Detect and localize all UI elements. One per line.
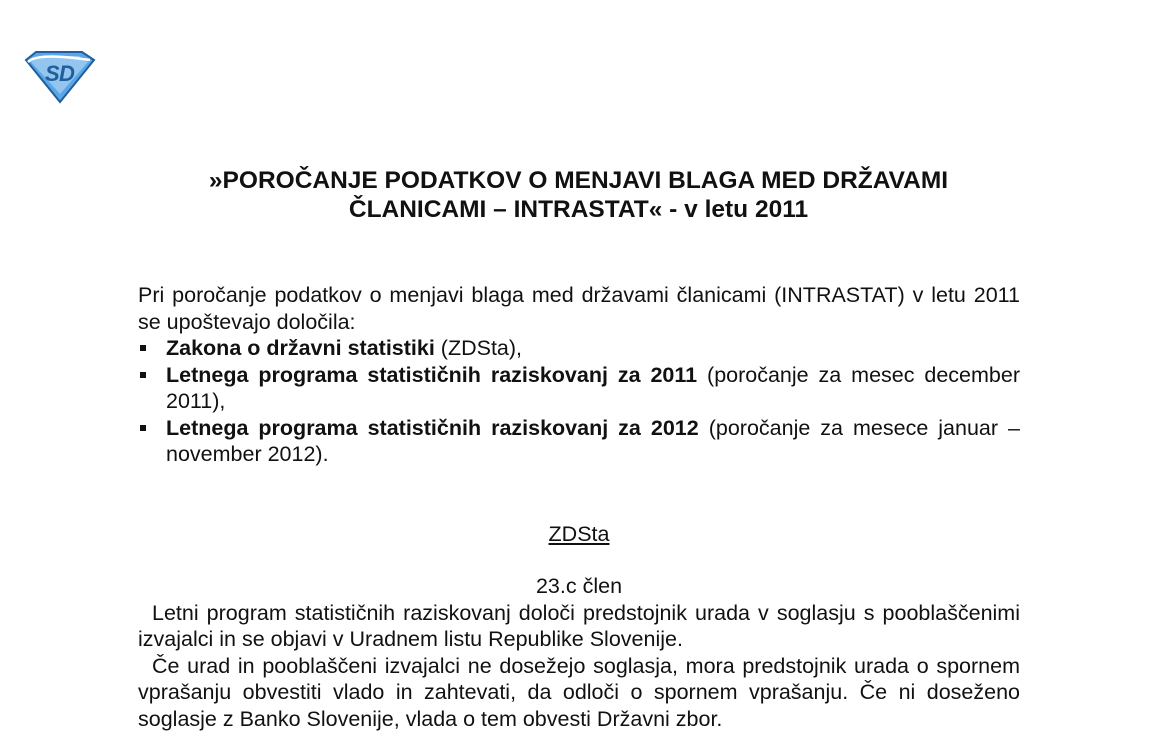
sd-shield-logo <box>22 50 96 104</box>
list-item <box>138 335 1020 362</box>
list-item-bold: Letnega programa statističnih raziskovanj za 2012 <box>166 415 699 440</box>
list-item-text: (poročanje za mesece januar – november 2012). <box>166 415 1020 466</box>
list-item-text: (poročanje za mesec december 2011), <box>166 362 1020 413</box>
svg-text:D: D <box>59 61 75 86</box>
regulation-list <box>138 335 1020 468</box>
list-item-bold: Zakona o državni statistiki <box>166 336 435 360</box>
list-item <box>138 362 1020 415</box>
sd-logo-icon <box>22 50 96 104</box>
title-line-2: ČLANICAMI – INTRASTAT« - v letu 2011 <box>348 196 809 223</box>
article-number: 23.c člen <box>535 574 623 598</box>
list-item-text: (ZDSta), <box>434 336 523 360</box>
list-item <box>138 415 1020 468</box>
intro-paragraph: Pri poročanje podatkov o menjavi blaga med državami članicami (INTRASTAT) v letu 2011 se upoštevajo določila: <box>138 283 1020 334</box>
document-body <box>138 282 1020 732</box>
document-title <box>0 166 1157 224</box>
title-line-1: »POROČANJE PODATKOV O MENJAVI BLAGA MED DRŽAVAMI <box>208 167 949 194</box>
svg-text:S: S <box>45 61 60 86</box>
article-paragraph: Letni program statističnih raziskovanj določi predstojnik urada v soglasju s pooblaščenimi izvajalci in se objavi v Uradnem listu Republike Slovenije. <box>138 600 1020 651</box>
list-item-bold: Letnega programa statističnih raziskovanj za 2011 <box>166 362 698 387</box>
section-heading: ZDSta <box>548 521 610 546</box>
article-paragraph: Če urad in pooblaščeni izvajalci ne dosežejo soglasja, mora predstojnik urada o spornem vprašanju obvestiti vlado in zahtevati, da odloči o spornem vprašanju. Če ni doseženo soglasje z Banko Slovenije, vlada o tem obvesti Državni zbor. <box>138 653 1020 731</box>
